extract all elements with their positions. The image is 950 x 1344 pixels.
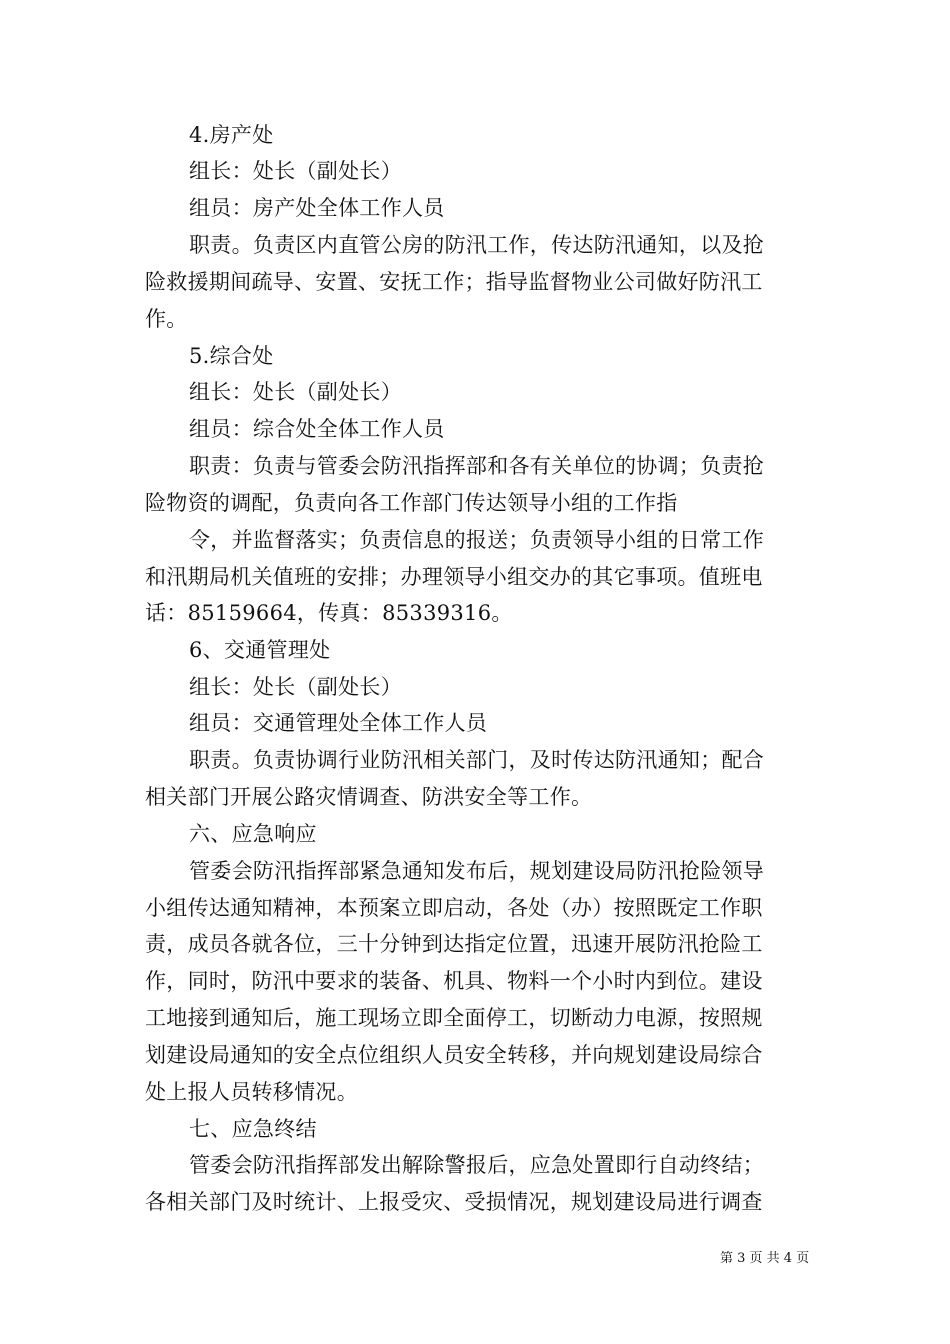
paragraph-line: 职责：负责与管委会防汛指挥部和各有关单位的协调；负责抢: [189, 454, 765, 478]
paragraph-line: 险救援期间疏导、安置、安抚工作；指导监督物业公司做好防汛工: [145, 270, 763, 294]
paragraph-line: 险物资的调配，负责向各工作部门传达领导小组的工作指: [145, 491, 678, 515]
paragraph-line: 组员：交通管理处全体工作人员: [189, 711, 488, 735]
page-number-footer: 第 3 页 共 4 页: [720, 1251, 810, 1266]
paragraph-line: 职责。负责协调行业防汛相关部门，及时传达防汛通知；配合: [189, 748, 765, 772]
paragraph-line: 职责。负责区内直管公房的防汛工作，传达防汛通知，以及抢: [189, 233, 765, 257]
paragraph-line: 组长：处长（副处长）: [189, 159, 402, 183]
paragraph-line: 处上报人员转移情况。: [145, 1080, 358, 1104]
paragraph-line: 相关部门开展公路灾情调查、防洪安全等工作。: [145, 785, 593, 809]
paragraph-line: 责，成员各就各位，三十分钟到达指定位置，迅速开展防汛抢险工: [145, 932, 763, 956]
section-heading-emergency-termination: 七、应急终结: [189, 1117, 317, 1141]
paragraph-line: 组长：处长（副处长）: [189, 380, 402, 404]
paragraph-line: 工地接到通知后，施工现场立即全面停工，切断动力电源，按照规: [145, 1006, 763, 1030]
paragraph-line: 令，并监督落实；负责信息的报送；负责领导小组的日常工作: [189, 528, 765, 552]
section-heading-emergency-response: 六、应急响应: [189, 822, 317, 846]
paragraph-line: 和汛期局机关值班的安排；办理领导小组交办的其它事项。值班电: [145, 565, 763, 589]
paragraph-line: 小组传达通知精神，本预案立即启动，各处（办）按照既定工作职: [145, 896, 763, 920]
section-heading-transport: 6、交通管理处: [189, 638, 331, 662]
paragraph-line: 组长：处长（副处长）: [189, 675, 402, 699]
paragraph-line: 作。: [145, 307, 188, 331]
paragraph-line: 管委会防汛指挥部发出解除警报后，应急处置即行自动终结；: [189, 1153, 765, 1177]
paragraph-line: 组员：综合处全体工作人员: [189, 417, 445, 441]
paragraph-line: 组员：房产处全体工作人员: [189, 196, 445, 220]
paragraph-line: 各相关部门及时统计、上报受灾、受损情况，规划建设局进行调查: [145, 1190, 763, 1214]
paragraph-line: 管委会防汛指挥部紧急通知发布后，规划建设局防汛抢险领导: [189, 859, 765, 883]
section-heading-general: 5.综合处: [189, 344, 274, 368]
paragraph-line: 作，同时，防汛中要求的装备、机具、物料一个小时内到位。建设: [145, 969, 763, 993]
paragraph-line: 话：85159664，传真：85339316。: [145, 601, 513, 625]
section-heading-housing: 4.房产处: [189, 123, 274, 147]
paragraph-line: 划建设局通知的安全点位组织人员安全转移，并向规划建设局综合: [145, 1043, 763, 1067]
